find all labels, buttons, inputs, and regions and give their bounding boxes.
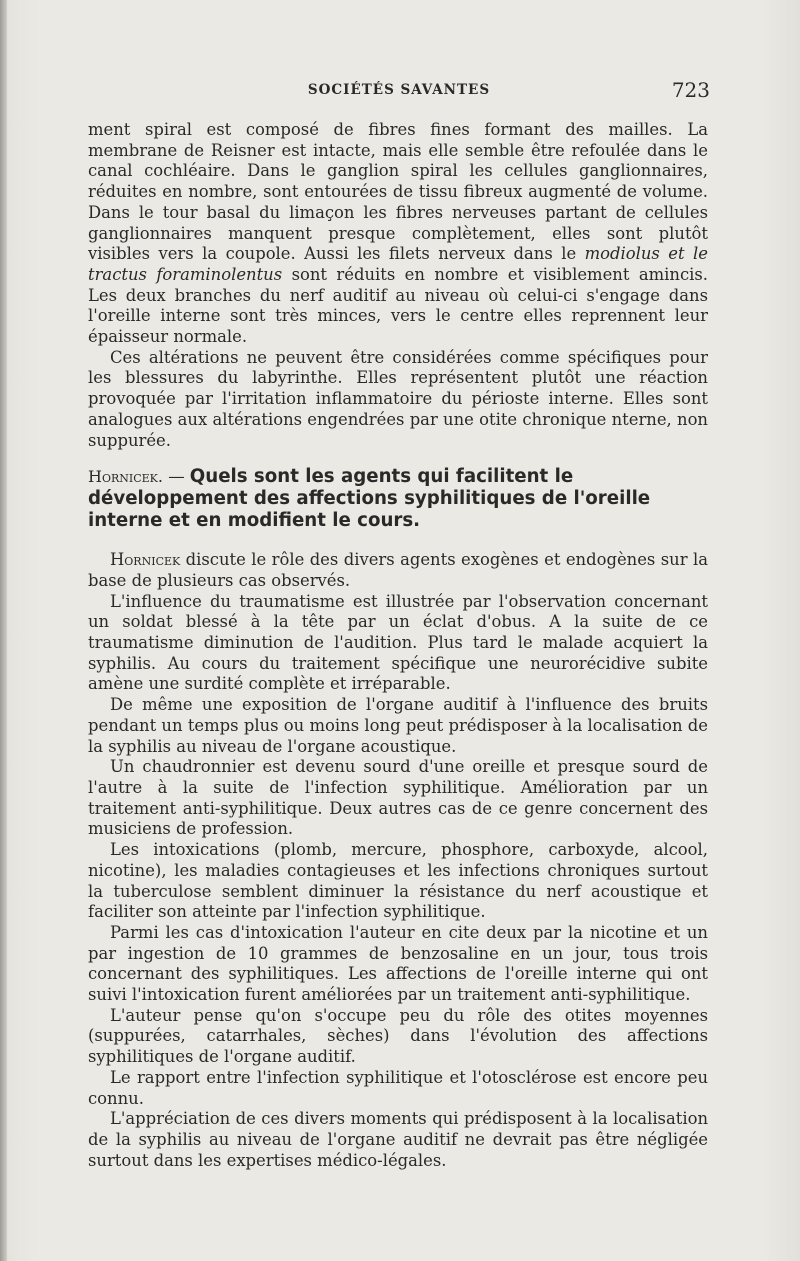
page-number: 723 xyxy=(671,78,710,102)
heading-author: Hornicek. xyxy=(88,467,163,487)
paragraph: Ces altérations ne peuvent être considérées comme spécifiques pour les blessures du labyrinthe. Elles représentent plutôt une réaction provoquée par l'irritation inflammatoire du périoste interne. Elles sont analogues aux altérations engendrées par une otite chronique nterne, non suppurée. xyxy=(88,347,708,450)
paragraph: L'auteur pense qu'on s'occupe peu du rôle des otites moyennes (suppurées, catarrhales, sèches) dans l'évolution des affections syphilitiques de l'organe auditif. xyxy=(88,1005,708,1067)
paragraph-text: ment spiral est composé de fibres fines formant des mailles. La membrane de Reisner est intacte, mais elle semble être refoulée dans le canal cochléaire. Dans le ganglion spiral les cellules ganglionnaires, réduites en nombre, sont entourées de tissu fibreux augmenté de volume. Dans le tour basal du limaçon les fibres nerveuses partant de cellules ganglionnaires manquent presque complètement, elles sont plutôt visibles vers la coupole. Aussi les filets nerveux dans le xyxy=(88,120,708,264)
paragraph: Un chaudronnier est devenu sourd d'une oreille et presque sourd de l'autre à la suite de l'infection syphilitique. Amélioration par un traitement anti-syphilitique. Deux autres cas de ce genre concernent des musiciens de profession. xyxy=(88,757,708,839)
author-name: Hornicek xyxy=(110,550,181,570)
paragraph: Les intoxications (plomb, mercure, phosphore, carboxyde, alcool, nicotine), les maladies contagieuses et les infections chroniques surtout la tuberculose semblent diminuer la résistance du nerf acoustique et faciliter son atteinte par l'infection syphilitique. xyxy=(88,840,708,922)
section-heading xyxy=(88,466,708,532)
paragraph: De même une exposition de l'organe auditif à l'influence des bruits pendant un temps plus ou moins long peut prédisposer à la localisation de la syphilis au niveau de l'organe acoustique. xyxy=(88,695,708,756)
paragraph-text-end: sont réduits en nombre et visiblement amincis. Les deux branches du nerf auditif au niveau où celui-ci s'engage dans l'oreille interne sont très minces, vers le centre elles reprennent leur épaisseur normale. xyxy=(88,264,708,347)
paragraph: L'appréciation de ces divers moments qui prédisposent à la localisation de la syphilis au niveau de l'organe auditif ne devrait pas être négligée surtout dans les expertises médico-légales. xyxy=(88,1109,708,1170)
paragraph: L'influence du traumatisme est illustrée par l'observation concernant un soldat blessé à la tête par un éclat d'obus. A la suite de ce traumatisme diminution de l'audition. Plus tard le malade acquiert la syphilis. Au cours du traitement spécifique une neurorécidive subite amène une surdité complète et irréparable. xyxy=(88,591,708,694)
article-body xyxy=(88,120,708,1171)
running-head: SOCIÉTÉS SAVANTES xyxy=(307,82,491,98)
paragraph-text: discute le rôle des divers agents exogènes et endogènes sur la base de plusieurs cas observés. xyxy=(88,550,708,590)
paragraph xyxy=(88,550,708,591)
heading-dash: — xyxy=(162,467,190,487)
paragraph: Parmi les cas d'intoxication l'auteur en cite deux par la nicotine et un par ingestion de 10 grammes de benzosaline en un jour, tous trois concernant des syphilitiques. Les affections de l'oreille interne qui ont suivi l'intoxication furent améliorées par un traitement anti-syphilitique. xyxy=(88,922,708,1005)
heading-title: Quels sont les agents qui facilitent le développement des affections syphilitiques de l'oreille interne et en modifient le cours. xyxy=(88,466,651,532)
page-header xyxy=(88,78,710,102)
italic-term: modiolus et le tractus foraminolentus xyxy=(88,244,708,284)
paragraph: Le rapport entre l'infection syphilitique et l'otosclérose est encore peu connu. xyxy=(88,1067,708,1108)
binding-edge xyxy=(0,0,7,1261)
paragraph-continuation xyxy=(88,120,708,348)
